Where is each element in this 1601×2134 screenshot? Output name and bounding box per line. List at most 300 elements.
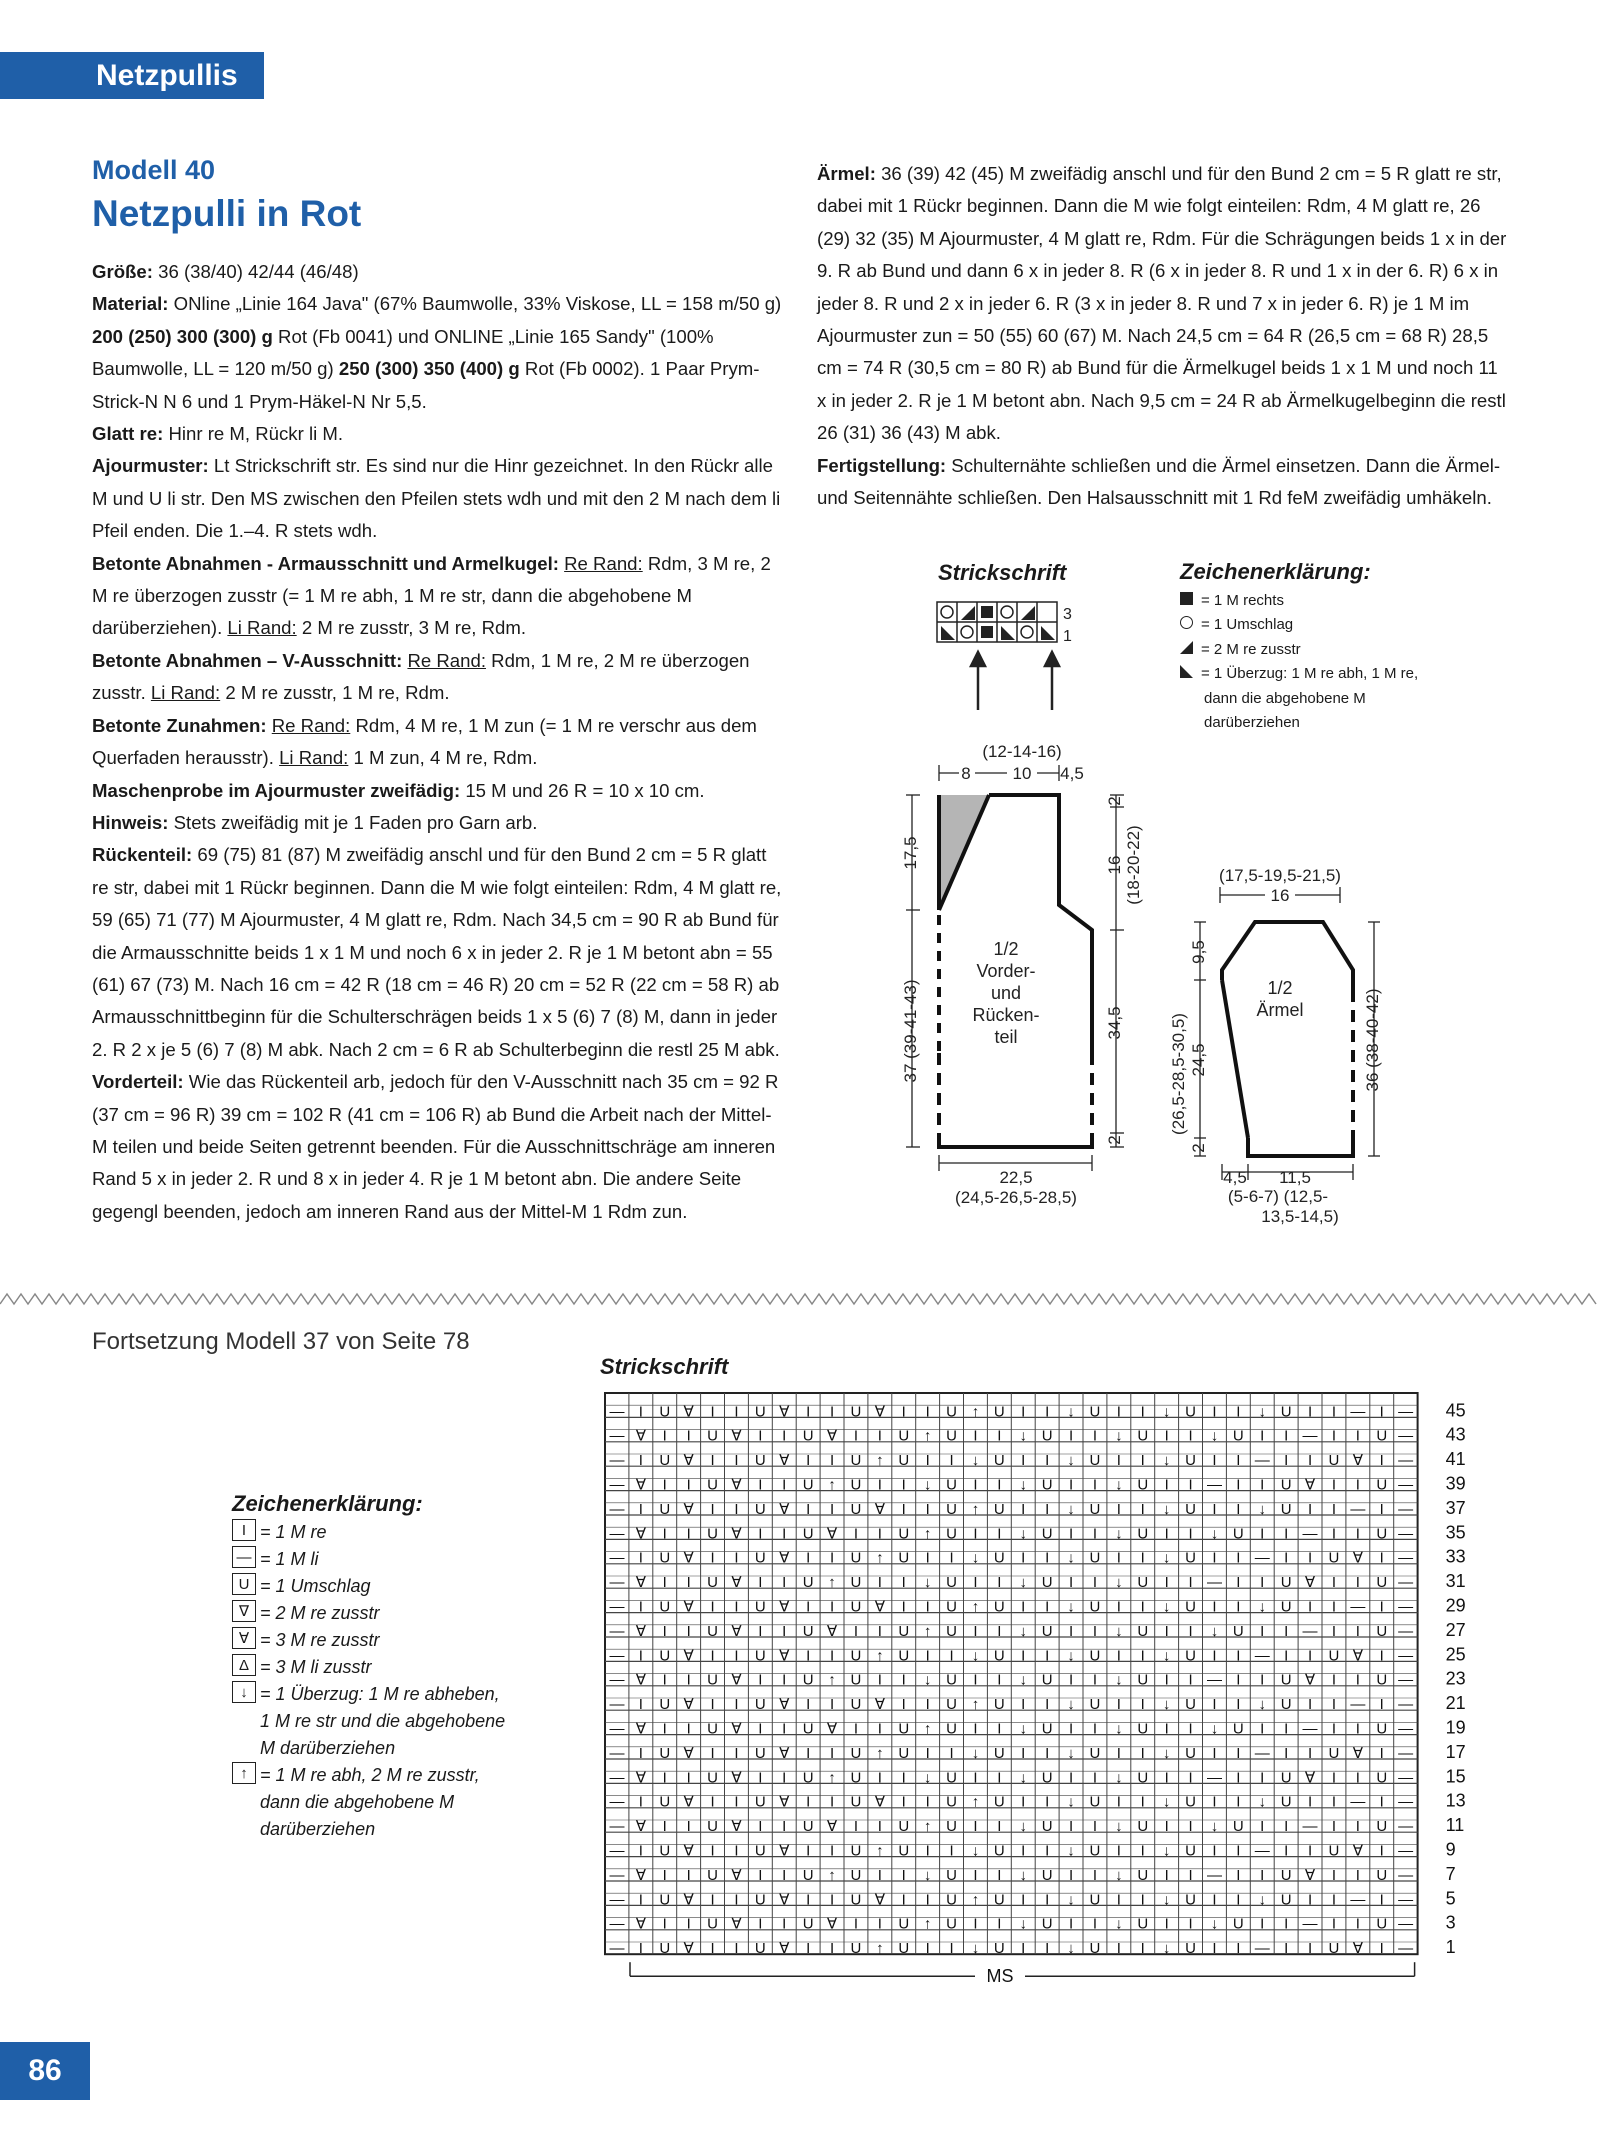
chart-cell: I: [1236, 1940, 1241, 1958]
sleeve-label-2: Ärmel: [1256, 1000, 1304, 1020]
chart-cell: I: [853, 1720, 859, 1738]
chart-cell: I: [1164, 1622, 1169, 1640]
chart-cell: U: [1185, 1744, 1196, 1762]
chart-cell: U: [1185, 1598, 1196, 1616]
chart-cell: I: [1164, 1866, 1169, 1884]
chart-cell: —: [1302, 1622, 1318, 1640]
chart-cell: —: [1254, 1452, 1270, 1470]
chart-cell: ↓: [1258, 1403, 1266, 1421]
chart-cell: I: [949, 1549, 954, 1567]
chart-cell: I: [1021, 1647, 1026, 1665]
chart-cell: I: [1260, 1525, 1265, 1543]
chart-cell: ↓: [1019, 1720, 1027, 1738]
chart-cell: I: [1236, 1671, 1241, 1689]
chart-cell: I: [1068, 1671, 1074, 1689]
chart-cell: —: [1398, 1500, 1414, 1518]
chart-cell: U: [754, 1940, 766, 1958]
chart-cell: ↑: [876, 1744, 884, 1762]
chart-cell: —: [1254, 1549, 1270, 1567]
chart-cell: U: [659, 1403, 671, 1421]
chart-cell: ↑: [876, 1842, 884, 1860]
chart-cell: U: [1185, 1549, 1196, 1567]
chart-cell: ∀: [683, 1598, 694, 1616]
chart-cell: I: [1284, 1647, 1289, 1665]
chart-cell: ↓: [1258, 1696, 1266, 1714]
chart-cell: U: [802, 1476, 814, 1494]
small-legend-k2tog: = 2 M re zusstr: [1180, 638, 1418, 663]
chart-cell: I: [1021, 1598, 1026, 1616]
chart-cell: I: [758, 1476, 763, 1494]
chart-cell: I: [997, 1622, 1002, 1640]
chart-cell: U: [1089, 1598, 1101, 1616]
chart-cell: ∀: [1352, 1647, 1363, 1665]
chart-cell: I: [1284, 1720, 1289, 1738]
chart-cell: I: [1307, 1598, 1313, 1616]
chart-cell: I: [829, 1696, 835, 1714]
chart-cell: I: [901, 1891, 906, 1909]
chart-cell: I: [1331, 1769, 1337, 1787]
chart-cell: I: [1331, 1427, 1337, 1445]
chart-cell: I: [1021, 1500, 1026, 1518]
chart-cell: I: [1236, 1500, 1241, 1518]
chart-cell: U: [659, 1647, 671, 1665]
chart-cell: ∀: [779, 1696, 790, 1714]
body-right-top: 2: [1105, 796, 1124, 806]
chart-cell: I: [1188, 1574, 1193, 1592]
chart-cell: U: [754, 1403, 766, 1421]
chart-cell: ↓: [1210, 1622, 1219, 1640]
chart-cell: U: [850, 1793, 862, 1811]
chart-cell: U: [1041, 1720, 1053, 1738]
sleeve-left-upper: 9,5: [1189, 940, 1208, 964]
chart-cell: I: [1021, 1549, 1026, 1567]
chart-cell: I: [1307, 1500, 1313, 1518]
chart-cell: I: [853, 1622, 859, 1640]
chart-cell: I: [1116, 1500, 1121, 1518]
chart-cell: ∀: [779, 1403, 790, 1421]
chart-cell: I: [1331, 1891, 1337, 1909]
chart-cell: I: [686, 1671, 691, 1689]
chart-cell: —: [1254, 1744, 1270, 1762]
chart-cell: —: [609, 1549, 625, 1567]
chart-cell: ∀: [826, 1818, 838, 1836]
chart-cell: I: [853, 1818, 859, 1836]
row-number-label: 19: [1445, 1717, 1466, 1738]
chart-cell: ↓: [923, 1866, 932, 1884]
chart-cell: I: [1140, 1403, 1145, 1421]
small-legend-title: Zeichenerklärung:: [1180, 559, 1371, 584]
chart-cell: U: [802, 1574, 814, 1592]
chart-cell: I: [1045, 1452, 1050, 1470]
chart-cell: U: [1185, 1696, 1196, 1714]
chart-cell: —: [1350, 1891, 1366, 1909]
chart-cell: ↑: [876, 1940, 884, 1958]
body-top-left: 8: [961, 764, 971, 783]
chart-cell: ∀: [635, 1622, 646, 1640]
chart-cell: U: [659, 1940, 671, 1958]
chart-cell: ↓: [1162, 1647, 1171, 1665]
chart-cell: I: [638, 1793, 643, 1811]
chart-cell: I: [734, 1598, 739, 1616]
chart-cell: U: [1376, 1622, 1388, 1640]
row-number-label: 33: [1445, 1546, 1466, 1567]
chart-cell: U: [1280, 1671, 1292, 1689]
chart-cell: U: [850, 1842, 862, 1860]
chart-cell: —: [1398, 1866, 1414, 1884]
chart-cell: I: [1068, 1622, 1074, 1640]
chart-cell: I: [829, 1940, 835, 1958]
chart-cell: ↓: [923, 1574, 932, 1592]
chart-cell: I: [1260, 1720, 1265, 1738]
chart-cell: I: [1188, 1769, 1193, 1787]
chart-cell: ↓: [1162, 1500, 1171, 1518]
chart-cell: —: [1398, 1940, 1414, 1958]
chart-cell: I: [973, 1574, 978, 1592]
chart-cell: I: [1379, 1549, 1384, 1567]
chart-cell: —: [1398, 1598, 1414, 1616]
sleeve-left-lower2: (26,5-28,5-30,5): [1169, 1013, 1188, 1135]
chart-cell: I: [1045, 1891, 1050, 1909]
chart-cell: I: [734, 1744, 739, 1762]
chart-cell: I: [1188, 1525, 1193, 1543]
chart-cell: U: [1185, 1793, 1196, 1811]
chart-cell: —: [1206, 1671, 1222, 1689]
chart-cell: I: [1236, 1842, 1241, 1860]
chart-cell: U: [1137, 1476, 1149, 1494]
chart-cell: ∀: [683, 1647, 694, 1665]
chart-cell: I: [1212, 1452, 1217, 1470]
chart-cell: I: [877, 1525, 882, 1543]
right-paragraph: Ärmel: 36 (39) 42 (45) M zweifädig anschl und für den Bund 2 cm = 5 R glatt re str, dabei mit 1 Rückr beginnen. Dann die M wie folgt einteilen: Rdm, 4 M glatt re, 26 (29) 32 (35) M Ajourmuster, 4 M glatt re, Rdm. Für die Schrägungen beids 1 x in der 9. R ab Bund und dann 6 x in jeder 8. R (6 x in jeder 8. R und 1 x in der 6. R) 6 x in jeder 8. R und 2 x in jeder 6. R (3 x in jeder 8. R und 7 x in jeder 6. R) je 1 M im Ajourmuster zun = 50 (55) 60 (67) M. Nach 24,5 cm = 64 R (26,5 cm = 68 R) 28,5 cm = 74 R (30,5 cm = 80 R) ab Bund für die Ärmelkugel beids 1 x 1 M und noch 11 x in jeder 2. R je 1 M betont abn. Nach 9,5 cm = 24 R ab Ärmelkugelbeginn die restl 26 (31) 36 (43) M abk.: [817, 163, 1507, 444]
chart-cell: I: [638, 1403, 643, 1421]
chart-cell: U: [850, 1500, 862, 1518]
chart-cell: I: [925, 1940, 930, 1958]
chart-cell: U: [1185, 1403, 1196, 1421]
chart-cell: I: [1045, 1940, 1050, 1958]
chart-cell: —: [1398, 1818, 1414, 1836]
chart-cell: U: [898, 1549, 910, 1567]
chart-cell: I: [1355, 1866, 1360, 1884]
chart-cell: I: [829, 1500, 835, 1518]
left-paragraph: Rückenteil: 69 (75) 81 (87) M zweifädig anschl und für den Bund 2 cm = 5 R glatt re str, dabei mit 1 Rückr beginnen. Dann die M wie folgt einteilen: Rdm, 4 M glatt re, 59 (65) 71 (77) M Ajourmuster, 4 M glatt re, Rdm. Nach 34,5 cm = 90 R ab Bund für die Armausschnitte beids 1 x 1 M und noch 6 x in jeder 2. R je 1 M betont abn = 55 (61) 67 (73) M. Nach 16 cm = 42 R (18 cm = 46 R) 20 cm = 52 R (22 cm = 58 R) ab Armausschnittbeginn für die Schulterschrägen beids 1 x 5 (6) 7 (8) M, dann in jeder 2. R 2 x je 5 (6) 7 (8) M abk. Nach 2 cm = 6 R ab Schulterbeginn die restl 25 M abk.: [92, 844, 782, 1060]
chart-cell: I: [1331, 1500, 1337, 1518]
chart-cell: U: [802, 1818, 814, 1836]
chart-cell: ↓: [1162, 1549, 1171, 1567]
chart-cell: U: [898, 1744, 910, 1762]
row-number-label: 23: [1445, 1668, 1466, 1689]
chart-legend-item: 1 M re str und die abgehobene: [232, 1708, 505, 1735]
chart-cell: I: [806, 1744, 811, 1762]
chart-cell: ∀: [779, 1793, 790, 1811]
chart-cell: ∀: [683, 1891, 694, 1909]
chart-cell: —: [1302, 1525, 1318, 1543]
chart-cell: I: [1379, 1696, 1384, 1714]
chart-cell: ↓: [1115, 1915, 1123, 1933]
chart-cell: I: [782, 1574, 787, 1592]
chart-cell: U: [850, 1647, 862, 1665]
chart-cell: U: [946, 1818, 957, 1836]
chart-cell: U: [802, 1671, 814, 1689]
chart-cell: ↓: [1067, 1891, 1075, 1909]
chart-cell: U: [659, 1598, 671, 1616]
chart-legend-item: ∇ = 2 M re zusstr: [232, 1600, 505, 1627]
chart-cell: I: [973, 1671, 978, 1689]
chart-cell: I: [1140, 1744, 1145, 1762]
body-top-total: (12-14-16): [982, 742, 1062, 761]
chart-cell: I: [734, 1696, 739, 1714]
chart-cell: —: [1398, 1427, 1414, 1445]
chart-cell: I: [1236, 1891, 1241, 1909]
chart-cell: ∀: [683, 1549, 694, 1567]
chart-cell: I: [1188, 1720, 1193, 1738]
chart-legend-item: I = 1 M re: [232, 1519, 505, 1546]
chart-cell: ↑: [876, 1549, 884, 1567]
chart-cell: ∀: [874, 1403, 885, 1421]
chart-cell: U: [1137, 1622, 1149, 1640]
chart-cell: ∀: [635, 1915, 646, 1933]
chart-cell: I: [1068, 1818, 1074, 1836]
chart-cell: U: [850, 1574, 862, 1592]
body-label-3: und: [990, 983, 1022, 1003]
chart-cell: —: [1398, 1622, 1414, 1640]
chart-cell: I: [662, 1574, 667, 1592]
chart-cell: I: [638, 1452, 643, 1470]
chart-cell: I: [734, 1403, 739, 1421]
chart-cell: U: [754, 1891, 766, 1909]
chart-cell: I: [1068, 1769, 1074, 1787]
chart-cell: ↓: [971, 1647, 980, 1665]
chart-cell: I: [1045, 1744, 1050, 1762]
chart-cell: ↓: [1115, 1525, 1123, 1543]
chart-cell: I: [686, 1427, 691, 1445]
chart-cell: ∀: [779, 1647, 790, 1665]
chart-cell: U: [1376, 1720, 1388, 1738]
chart-cell: I: [686, 1720, 691, 1738]
chart-cell: I: [662, 1671, 667, 1689]
chart-cell: I: [1116, 1940, 1121, 1958]
chart-cell: ↓: [1067, 1403, 1075, 1421]
chart-cell: —: [609, 1427, 625, 1445]
chart-cell: I: [710, 1744, 715, 1762]
chart-cell: ↑: [971, 1696, 980, 1714]
chart-cell: U: [1376, 1818, 1388, 1836]
chart-cell: U: [1328, 1744, 1340, 1762]
chart-cell: I: [1212, 1647, 1217, 1665]
chart-cell: U: [946, 1793, 957, 1811]
chart-cell: I: [1068, 1915, 1074, 1933]
chart-cell: ∀: [826, 1525, 838, 1543]
chart-cell: I: [734, 1452, 739, 1470]
chart-cell: ↓: [1258, 1500, 1266, 1518]
chart-cell: ↓: [1162, 1452, 1171, 1470]
chart-cell: ↓: [1115, 1671, 1123, 1689]
left-paragraph: Glatt re: Hinr re M, Rückr li M.: [92, 423, 344, 445]
row-number-label: 15: [1445, 1766, 1466, 1787]
chart-cell: —: [1206, 1476, 1222, 1494]
chart-cell: ↓: [1067, 1793, 1075, 1811]
chart-cell: I: [1236, 1452, 1241, 1470]
body-top-right: 4,5: [1060, 764, 1084, 783]
chart-cell: I: [901, 1866, 906, 1884]
chart-cell: I: [925, 1842, 930, 1860]
chart-cell: I: [1212, 1500, 1217, 1518]
chart-cell: I: [1140, 1647, 1145, 1665]
chart-cell: U: [850, 1744, 862, 1762]
row-number-label: 1: [1445, 1937, 1456, 1958]
chart-cell: I: [1116, 1696, 1121, 1714]
chart-cell: U: [1041, 1818, 1053, 1836]
chart-cell: —: [609, 1622, 625, 1640]
chart-cell: I: [638, 1500, 643, 1518]
chart-cell: U: [1376, 1769, 1388, 1787]
chart-cell: U: [946, 1769, 957, 1787]
chart-cell: U: [850, 1452, 862, 1470]
chart-cell: I: [1260, 1476, 1265, 1494]
chart-cell: ↓: [1067, 1452, 1075, 1470]
chart-cell: I: [901, 1671, 906, 1689]
chart-cell: ↑: [971, 1500, 980, 1518]
chart-cell: ∀: [874, 1696, 885, 1714]
left-paragraph: Vorderteil: Wie das Rückenteil arb, jedoch für den V-Ausschnitt nach 35 cm = 92 R (37 cm = 96 R) 39 cm = 102 R (41 cm = 106 R) ab Bund die Arbeit nach der Mittel-M teilen und beide Seiten getrennt beenden. Für die Ausschnittschräge am inneren Rand 5 x in jeder 2. R und 8 x in jeder 4. R je 1 M betont abn. Die andere Seite gegengl beenden, jedoch am inneren Rand aus der Mittel-M 1 Rdm zun.: [92, 1071, 779, 1222]
chart-cell: I: [1092, 1915, 1098, 1933]
chart-cell: ↓: [1019, 1525, 1027, 1543]
chart-cell: ↓: [1067, 1842, 1075, 1860]
chart-cell: I: [1140, 1696, 1145, 1714]
chart-cell: ∀: [635, 1476, 646, 1494]
chart-cell: U: [1089, 1940, 1101, 1958]
chart-cell: U: [1185, 1647, 1196, 1665]
chart-legend-item: dann die abgehobene M: [232, 1789, 505, 1816]
chart-cell: I: [1260, 1427, 1265, 1445]
chart-cell: —: [1398, 1647, 1414, 1665]
chart-cell: I: [782, 1427, 787, 1445]
chart-cell: ∀: [683, 1842, 694, 1860]
chart-cell: I: [710, 1403, 715, 1421]
chart-cell: ∀: [779, 1891, 790, 1909]
chart-cell: —: [609, 1744, 625, 1762]
chart-cell: I: [686, 1476, 691, 1494]
chart-cell: ↓: [1210, 1818, 1219, 1836]
chart-cell: I: [1355, 1720, 1360, 1738]
chart-cell: I: [782, 1769, 787, 1787]
legend-symbol-icon: ↑: [232, 1762, 256, 1784]
chart-cell: I: [1140, 1793, 1145, 1811]
legend-symbol-icon: Δ: [232, 1654, 256, 1676]
chart-cell: ↑: [923, 1427, 932, 1445]
chart-cell: U: [993, 1842, 1005, 1860]
chart-cell: U: [659, 1500, 671, 1518]
chart-cell: U: [754, 1842, 766, 1860]
chart-cell: I: [1236, 1476, 1241, 1494]
chart-cell: I: [1379, 1842, 1384, 1860]
chart-cell: U: [850, 1940, 862, 1958]
chart-cell: ↓: [1210, 1915, 1219, 1933]
chart-cell: I: [1092, 1622, 1098, 1640]
chart-cell: —: [609, 1818, 625, 1836]
chart-cell: ↑: [923, 1915, 932, 1933]
body-right-lower: 34,5: [1105, 1006, 1124, 1040]
chart-cell: I: [638, 1647, 643, 1665]
chart-cell: U: [850, 1671, 862, 1689]
chart-cell: I: [1379, 1940, 1384, 1958]
body-top-mid: 10: [1012, 764, 1032, 783]
chart-cell: I: [1188, 1476, 1193, 1494]
chart-cell: I: [638, 1744, 643, 1762]
chart-legend-item: U = 1 Umschlag: [232, 1573, 505, 1600]
chart-cell: I: [1116, 1549, 1121, 1567]
left-paragraph: Ajourmuster: Lt Strickschrift str. Es sind nur die Hinr gezeichnet. In den Rückr alle M und U li str. Den MS zwischen den Pfeilen stets wdh und mit den 2 M nach dem li Pfeil enden. Die 1.–4. R stets wdh.: [92, 455, 781, 542]
chart-cell: U: [707, 1574, 718, 1592]
chart-cell: ↓: [1019, 1915, 1027, 1933]
chart-cell: I: [686, 1769, 691, 1787]
chart-cell: U: [898, 1915, 910, 1933]
chart-cell: ∀: [826, 1427, 838, 1445]
row-number-label: 37: [1445, 1497, 1466, 1518]
chart-cell: U: [802, 1866, 814, 1884]
chart-cell: I: [1212, 1549, 1217, 1567]
chart-cell: I: [829, 1793, 835, 1811]
chart-cell: I: [877, 1915, 882, 1933]
chart-cell: ∀: [683, 1500, 694, 1518]
chart-cell: ↓: [1115, 1769, 1123, 1787]
sleeve-label-1: 1/2: [1267, 978, 1293, 998]
chart-cell: I: [662, 1525, 667, 1543]
chart-cell: ↑: [971, 1598, 980, 1616]
chart-cell: I: [997, 1525, 1002, 1543]
chart-cell: —: [1350, 1598, 1366, 1616]
chart-cell: ↓: [1115, 1574, 1123, 1592]
chart-cell: I: [1307, 1793, 1313, 1811]
chart-cell: U: [1280, 1500, 1292, 1518]
chart-cell: U: [1185, 1891, 1196, 1909]
chart-cell: I: [1092, 1574, 1098, 1592]
chart-cell: I: [1116, 1793, 1121, 1811]
chart-cell: U: [1280, 1403, 1292, 1421]
chart-cell: I: [1164, 1476, 1169, 1494]
chart-cell: ↓: [971, 1744, 980, 1762]
chart-cell: U: [707, 1671, 718, 1689]
chart-cell: I: [710, 1696, 715, 1714]
chart-cell: U: [802, 1720, 814, 1738]
section-label: Netzpullis: [96, 59, 238, 92]
chart-cell: ∀: [1304, 1476, 1316, 1494]
chart-cell: ↑: [923, 1525, 932, 1543]
chart-cell: ↓: [1162, 1793, 1171, 1811]
chart-cell: U: [1328, 1452, 1340, 1470]
chart-cell: I: [806, 1696, 811, 1714]
chart-cell: U: [1376, 1427, 1388, 1445]
chart-cell: U: [707, 1915, 718, 1933]
chart-cell: U: [659, 1842, 671, 1860]
chart-legend-item: M darüberziehen: [232, 1735, 505, 1762]
chart-cell: I: [997, 1769, 1002, 1787]
small-legend-cont1: dann die abgehobene M: [1204, 689, 1366, 707]
chart-cell: ↓: [1115, 1427, 1123, 1445]
chart-cell: I: [1092, 1818, 1098, 1836]
chart-cell: —: [1350, 1403, 1366, 1421]
chart-cell: I: [949, 1940, 954, 1958]
chart-cell: —: [1302, 1915, 1318, 1933]
chart-cell: U: [659, 1452, 671, 1470]
chart-cell: U: [1185, 1500, 1196, 1518]
chart-cell: —: [609, 1574, 625, 1592]
chart-cell: —: [609, 1647, 625, 1665]
body-right-upper2: (18-20-22): [1124, 825, 1143, 905]
chart-cell: U: [946, 1671, 957, 1689]
chart-cell: I: [806, 1647, 811, 1665]
row-number-label: 13: [1445, 1790, 1466, 1811]
chart-cell: I: [1092, 1525, 1098, 1543]
